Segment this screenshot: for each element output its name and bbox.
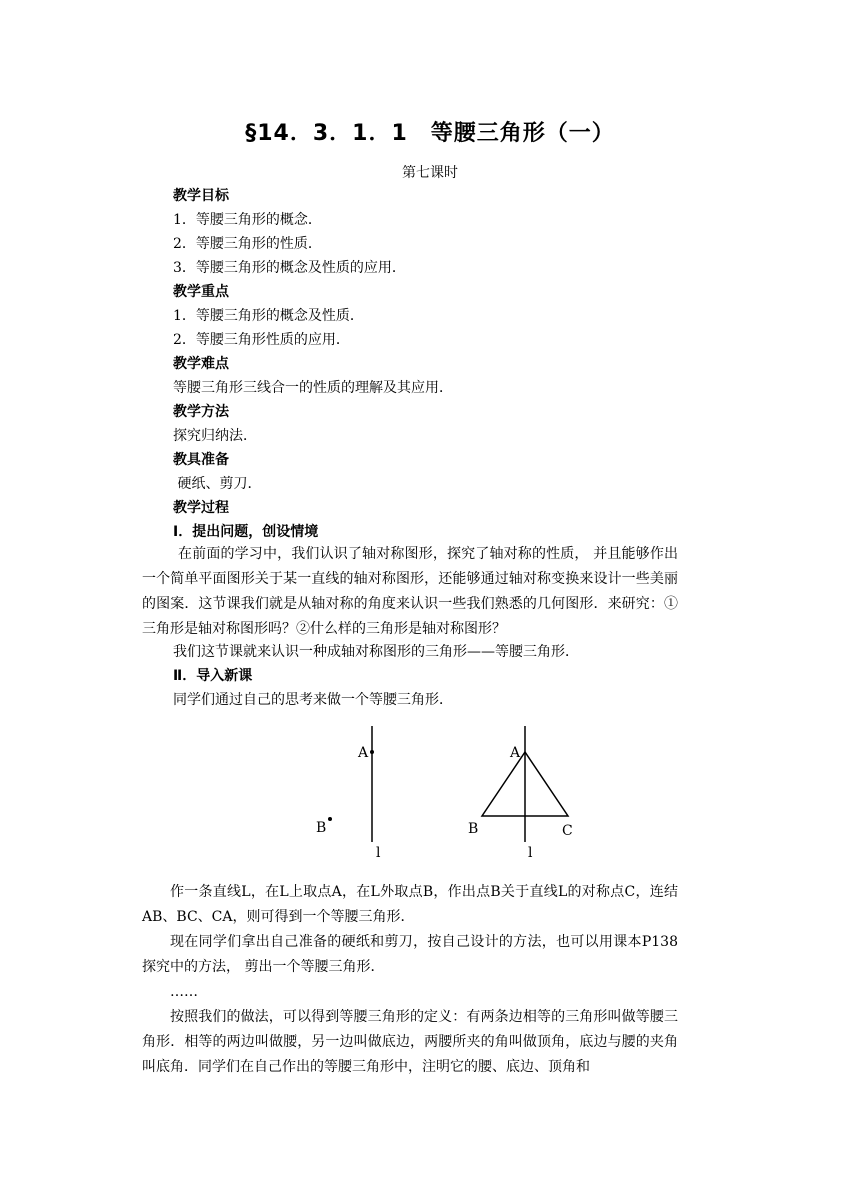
key-points-heading: 教学重点 (173, 284, 229, 300)
objectives-heading: 教学目标 (173, 188, 229, 204)
lesson-subtitle: 第七课时 (402, 165, 458, 181)
key-point-item: 2．等腰三角形性质的应用． (173, 332, 350, 348)
right-label-l: l (528, 845, 533, 861)
method-heading: 教学方法 (173, 404, 229, 420)
right-label-a: A (510, 745, 521, 761)
part2-intro: 同学们通过自己的思考来做一个等腰三角形． (173, 692, 453, 708)
method-text: 探究归纳法． (173, 428, 257, 444)
key-point-item: 1．等腰三角形的概念及性质． (173, 308, 364, 324)
construction-figure (0, 720, 860, 870)
left-label-a: A (358, 745, 369, 761)
difficulty-text: 等腰三角形三线合一的性质的理解及其应用． (173, 380, 453, 396)
part1-p1: 在前面的学习中，我们认识了轴对称图形，探究了轴对称的性质， 并且能够作出一个简单平面图形关于某一直线的轴对称图形，还能够通过轴对称变换来设计一些美丽的图案．这节课我们就是从轴对称的角度来认识一些我们熟悉的几何图形．来研究：①三角形是轴对称图形吗？②什么样的三角形是轴对称图形？ (142, 546, 678, 637)
part1-paragraph (142, 542, 678, 642)
tools-heading: 教具准备 (173, 452, 229, 468)
right-label-c: C (562, 823, 573, 839)
body-p1: 作一条直线L，在L上取点A，在L外取点B，作出点B关于直线L的对称点C，连结AB、BC、CA，则可得到一个等腰三角形． (142, 884, 678, 925)
objective-item: 3．等腰三角形的概念及性质的应用． (173, 260, 406, 276)
construction-paragraph (142, 880, 678, 1080)
body-p2: 现在同学们拿出自己准备的硬纸和剪刀，按自己设计的方法，也可以用课本P138探究中的方法， 剪出一个等腰三角形． (142, 934, 678, 975)
objective-item: 2．等腰三角形的性质． (173, 236, 322, 252)
body-p3: 按照我们的做法，可以得到等腰三角形的定义：有两条边相等的三角形叫做等腰三角形．相等的两边叫做腰，另一边叫做底边，两腰所夹的角叫做顶角，底边与腰的夹角叫底角．同学们在自己作出的等腰三角形中，注明它的腰、底边、顶角和 (142, 1009, 678, 1075)
part2-heading: Ⅱ．导入新课 (173, 668, 253, 684)
process-heading: 教学过程 (173, 500, 229, 516)
point-b-dot (328, 817, 332, 821)
body-ellipsis: …… (170, 984, 198, 1000)
page-title: §14．3．1．1 等腰三角形（一） (245, 121, 615, 146)
left-label-l: l (376, 845, 381, 861)
tools-text: 硬纸、剪刀． (173, 476, 262, 492)
part1-heading: Ⅰ．提出问题，创设情境 (173, 524, 319, 540)
objective-item: 1．等腰三角形的概念． (173, 212, 322, 228)
point-a-dot (370, 750, 374, 754)
left-label-b: B (316, 820, 327, 836)
part1-p2: 我们这节课就来认识一种成轴对称图形的三角形——等腰三角形． (173, 644, 579, 660)
difficulty-heading: 教学难点 (173, 356, 229, 372)
right-label-b: B (468, 821, 479, 837)
